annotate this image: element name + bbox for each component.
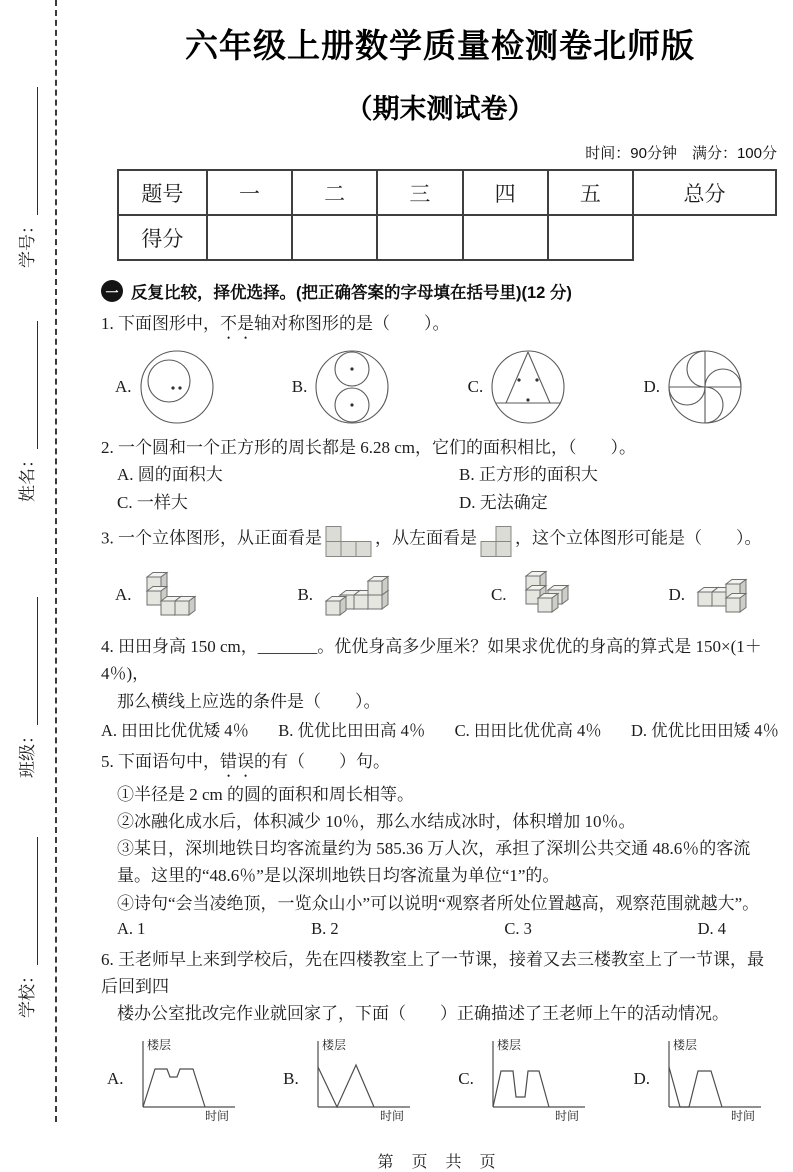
q4-option-a: A. 田田比优优矮 4％	[101, 720, 250, 740]
q4-option-b: B. 优优比田田高 4％	[278, 720, 426, 740]
q3-text-pre: 3. 一个立体图形，从正面看是	[101, 528, 322, 548]
graph-b-icon	[304, 1035, 416, 1123]
q2-option-c: C. 一样大	[117, 492, 188, 512]
q3-option-a	[115, 565, 205, 625]
cube-figure-d-icon	[690, 564, 760, 626]
question-4-text-line1: 4. 田田身高 150 cm，_______。优优身高多少厘米？如果求优优的身高的算式是 150×(1＋4％)，	[101, 637, 762, 684]
q1-option-d	[643, 347, 745, 427]
name-field	[12, 302, 38, 502]
q1-option-a	[115, 347, 217, 427]
score-table-empty-cell	[377, 215, 462, 260]
question-2-options	[101, 461, 779, 516]
q3-option-d	[668, 564, 760, 626]
circle-figure-b-icon	[312, 347, 392, 427]
student-id-blank-line	[19, 87, 38, 215]
q5-statement-4: ④诗句“会当凌绝顶，一览众山小”可以说明“观察者所处位置越高，观察范围就越大”。	[117, 893, 760, 913]
q6-option-b-label: B.	[283, 1069, 299, 1089]
q1-option-c-label: C.	[467, 377, 484, 396]
section-title: 反复比较，择优选择。(把正确答案的字母填在括号里)(12 分)	[131, 284, 572, 302]
question-6-options	[107, 1035, 767, 1123]
q6-option-a	[107, 1035, 241, 1123]
q1-option-d-label: D.	[643, 377, 660, 396]
q6-option-a-label: A.	[107, 1069, 124, 1089]
exam-content	[57, 0, 793, 1172]
score-table-empty-cell	[463, 215, 548, 260]
score-table-cell: 四	[463, 170, 548, 215]
cube-figure-c-icon	[512, 564, 576, 626]
q2-option-d: D. 无法确定	[459, 492, 548, 512]
graph-b-ylabel: 楼层	[321, 1038, 346, 1053]
question-3-options	[115, 564, 760, 626]
score-table-cell: 题号	[118, 170, 207, 215]
q1-text-emphasis: 不是	[220, 314, 254, 333]
q3-option-d-label: D.	[668, 585, 685, 605]
q4-option-c: C. 田田比优优高 4％	[454, 720, 602, 740]
q3-option-b-label: B.	[297, 585, 314, 605]
q5-statement-2: ②冰融化成水后，体积减少 10％，那么水结成冰时，体积增加 10％。	[117, 812, 636, 831]
q6-option-c-label: C.	[458, 1069, 474, 1089]
score-table-score-row	[118, 215, 776, 260]
graph-d-icon	[655, 1035, 767, 1123]
score-table-empty-cell	[292, 215, 377, 260]
circle-figure-d-icon	[665, 347, 745, 427]
graph-d-ylabel: 楼层	[672, 1038, 697, 1053]
graph-a-icon	[129, 1035, 241, 1123]
q3-option-b	[297, 565, 398, 625]
q5-text-post: 的有（ ）句。	[254, 751, 390, 771]
class-blank-line	[19, 597, 38, 725]
question-6-text-line1: 6. 王老师早上来到学校后，先在四楼教室上了一节课，接着又去三楼教室上了一节课，最后回到四	[101, 949, 764, 996]
question-4-options	[101, 717, 779, 741]
score-table-cell: 一	[207, 170, 292, 215]
school-label: 学校：	[18, 967, 37, 1018]
cube-figure-b-icon	[318, 565, 398, 625]
question-4-text-line2: 那么横线上应选的条件是（ ）。	[117, 691, 381, 711]
graph-d-xlabel: 时间	[730, 1109, 755, 1124]
circle-figure-c-icon	[488, 347, 568, 427]
graph-a-ylabel: 楼层	[146, 1038, 171, 1053]
left-view-shape-icon	[480, 525, 512, 558]
q1-option-b-label: B.	[291, 377, 308, 396]
school-field	[12, 818, 38, 1018]
q3-option-c	[491, 564, 576, 626]
name-blank-line	[19, 321, 38, 449]
margin-rail	[0, 0, 57, 1122]
question-5-text	[101, 748, 779, 781]
q1-option-a-label: A.	[115, 377, 132, 396]
q1-option-c	[468, 347, 569, 427]
question-3-text	[101, 523, 779, 556]
class-label: 班级：	[18, 727, 37, 778]
score-table	[117, 169, 777, 261]
section-one-header	[101, 279, 779, 303]
page-title: 六年级上册数学质量检测卷北师版	[185, 27, 695, 64]
q5-option-d: D. 4	[697, 918, 726, 938]
graph-b-xlabel: 时间	[379, 1109, 404, 1124]
q5-option-c: C. 3	[504, 918, 532, 938]
score-table-header-row	[118, 170, 776, 215]
q3-option-a-label: A.	[115, 585, 132, 605]
q6-option-c	[458, 1035, 591, 1123]
graph-c-xlabel: 时间	[554, 1109, 579, 1124]
graph-c-ylabel: 楼层	[496, 1038, 521, 1053]
page-subtitle: （期末测试卷）	[345, 94, 535, 124]
q5-option-a: A. 1	[117, 918, 146, 938]
section-number-badge: 一	[101, 280, 123, 302]
circle-figure-a-icon	[137, 347, 217, 427]
q5-option-b: B. 2	[311, 918, 339, 938]
score-table-cell: 二	[292, 170, 377, 215]
q5-text-pre: 5. 下面语句中，	[101, 751, 220, 771]
cube-figure-a-icon	[137, 565, 205, 625]
score-table-empty-cell	[207, 215, 292, 260]
q3-text-mid: ，从左面看是	[375, 528, 477, 548]
question-1-options	[115, 347, 745, 427]
question-6-text-line2: 楼办公室批改完作业就回家了，下面（ ）正确描述了王老师上午的活动情况。	[117, 1004, 729, 1024]
student-id-label: 学号：	[18, 217, 37, 268]
score-table-empty-cell	[548, 215, 633, 260]
score-table-cell: 总分	[633, 170, 776, 215]
name-label: 姓名：	[18, 451, 37, 502]
q2-option-a: A. 圆的面积大	[117, 465, 223, 485]
school-blank-line	[19, 837, 38, 965]
front-view-shape-icon	[325, 525, 372, 558]
score-table-cell: 得分	[118, 215, 207, 260]
graph-c-icon	[479, 1035, 591, 1123]
q3-option-c-label: C.	[490, 585, 507, 605]
q2-option-b: B. 正方形的面积大	[459, 465, 598, 485]
q3-text-post: ，这个立体图形可能是（ ）。	[515, 528, 762, 548]
q1-option-b	[292, 347, 393, 427]
question-2-text: 2. 一个圆和一个正方形的周长都是 6.28 cm，它们的面积相比，（ ）。	[101, 438, 637, 457]
question-5-options	[101, 919, 726, 939]
q1-text-pre: 1. 下面图形中，	[101, 314, 220, 333]
q6-option-b	[283, 1035, 416, 1123]
exam-meta: 时间：90分钟 满分：100分	[585, 145, 777, 162]
q6-option-d	[633, 1035, 767, 1123]
class-field	[12, 578, 38, 778]
score-table-cell: 三	[377, 170, 462, 215]
graph-a-xlabel: 时间	[204, 1109, 229, 1124]
q5-text-emphasis: 错误	[220, 751, 254, 771]
q6-option-d-label: D.	[633, 1069, 650, 1089]
score-table-cell: 五	[548, 170, 633, 215]
page-footer: 第 页 共 页	[377, 1154, 503, 1172]
q1-text-post: 轴对称图形的是（ ）。	[254, 314, 450, 333]
student-id-field	[12, 68, 38, 268]
q4-option-d: D. 优优比田田矮 4％	[630, 720, 779, 740]
q5-statement-3: ③某日，深圳地铁日均客流量约为 585.36 万人次，承担了深圳公共交通 48.6％的客流量。这里的“48.6％”是以深圳地铁日均客流量为单位“1”的。	[117, 839, 751, 886]
question-1-text	[101, 310, 779, 343]
q5-statement-1: ①半径是 2 cm 的圆的面积和周长相等。	[117, 784, 415, 804]
